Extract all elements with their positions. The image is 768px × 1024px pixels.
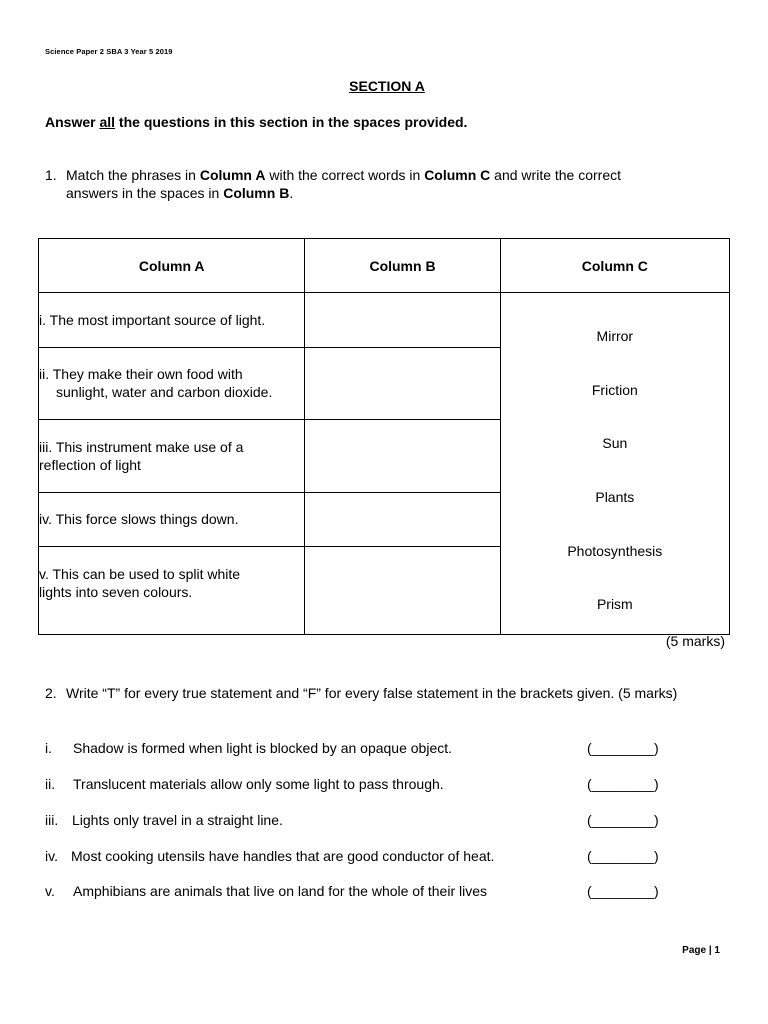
statement-numeral: iv. [45, 848, 58, 864]
statement-row [45, 776, 685, 792]
q1-column-b-ref: Column B [223, 185, 290, 201]
phrase-cell [39, 547, 305, 635]
word-bank-item: Mirror [596, 328, 634, 344]
answer-blank[interactable]: (________) [587, 883, 659, 899]
question-1-number: 1. [45, 167, 57, 183]
phrase-line: sunlight, water and carbon dioxide. [56, 384, 273, 400]
section-title: SECTION A [349, 78, 425, 94]
section-instructions [45, 114, 467, 130]
word-bank-item: Plants [595, 489, 635, 505]
phrase-text: i. The most important source of light. [39, 312, 266, 328]
q1-text-part: with the correct words in [265, 167, 425, 183]
phrase-text [39, 348, 304, 401]
q1-column-c-ref: Column C [424, 167, 491, 183]
table-row [39, 293, 730, 348]
phrase-cell [39, 348, 305, 420]
answer-cell[interactable] [305, 547, 500, 635]
statement-row [45, 848, 685, 864]
question-2-prompt: Write “T” for every true statement and “F” for every false statement in the brackets given. (5 marks) [66, 685, 678, 701]
instructions-before: Answer [45, 114, 100, 130]
answer-blank[interactable]: (________) [587, 776, 659, 792]
phrase-line: ii. They make their own food with [39, 366, 243, 382]
instructions-emphasis: all [99, 114, 116, 130]
answer-cell[interactable] [305, 293, 500, 348]
word-bank-item: Sun [602, 435, 628, 451]
statement-numeral: v. [45, 883, 55, 899]
paper-header: Science Paper 2 SBA 3 Year 5 2019 [45, 47, 173, 56]
phrase-line: reflection of light [39, 457, 141, 473]
instructions-after: the questions in this section in the spaces provided. [115, 114, 468, 130]
phrase-cell [39, 493, 305, 547]
word-bank-item: Photosynthesis [567, 543, 663, 559]
answer-blank[interactable]: (________) [587, 740, 659, 756]
word-bank-cell [500, 293, 729, 635]
q1-text-part: and write the correct [490, 167, 622, 183]
answer-blank[interactable]: (________) [587, 848, 659, 864]
q1-text-part: Match the phrases in [66, 167, 200, 183]
question-2-text [45, 685, 677, 701]
phrase-cell [39, 293, 305, 348]
phrase-text [39, 420, 304, 474]
question-2-number: 2. [45, 685, 57, 701]
q1-text-part: answers in the spaces in [66, 185, 224, 201]
phrase-text [39, 547, 304, 601]
question-1-line-2 [45, 184, 745, 202]
phrase-line: iii. This instrument make use of a [39, 439, 244, 455]
matching-table [38, 238, 730, 635]
question-1-line-1 [45, 166, 745, 184]
q1-text-part: . [289, 185, 294, 201]
word-bank-item: Prism [596, 596, 633, 612]
phrase-line: v. This can be used to split white [39, 566, 241, 582]
phrase-cell [39, 420, 305, 493]
header-column-a: Column A [39, 239, 305, 293]
statement-text: Lights only travel in a straight line. [72, 812, 283, 828]
statement-text: Most cooking utensils have handles that are good conductor of heat. [71, 848, 495, 864]
statement-row [45, 812, 685, 828]
word-bank-item: Friction [591, 382, 638, 398]
answer-blank[interactable]: (________) [587, 812, 659, 828]
answer-cell[interactable] [305, 420, 500, 493]
statement-text: Amphibians are animals that live on land for the whole of their lives [73, 883, 487, 899]
answer-cell[interactable] [305, 348, 500, 420]
phrase-text: iv. This force slows things down. [39, 511, 239, 527]
phrase-line: lights into seven colours. [39, 584, 193, 600]
page-number: Page | 1 [682, 945, 720, 956]
statement-numeral: ii. [45, 776, 56, 792]
answer-cell[interactable] [305, 493, 500, 547]
statement-numeral: iii. [45, 812, 59, 828]
header-column-b: Column B [305, 239, 500, 293]
statement-text: Translucent materials allow only some light to pass through. [73, 776, 444, 792]
statement-numeral: i. [45, 740, 52, 756]
header-column-c: Column C [500, 239, 729, 293]
question-1-marks: (5 marks) [665, 633, 725, 649]
statement-row [45, 883, 685, 899]
q1-column-a-ref: Column A [199, 167, 266, 183]
question-1-text [45, 166, 745, 202]
matching-table-header-row [39, 239, 730, 293]
statement-text: Shadow is formed when light is blocked by an opaque object. [73, 740, 453, 756]
statement-row [45, 740, 685, 756]
